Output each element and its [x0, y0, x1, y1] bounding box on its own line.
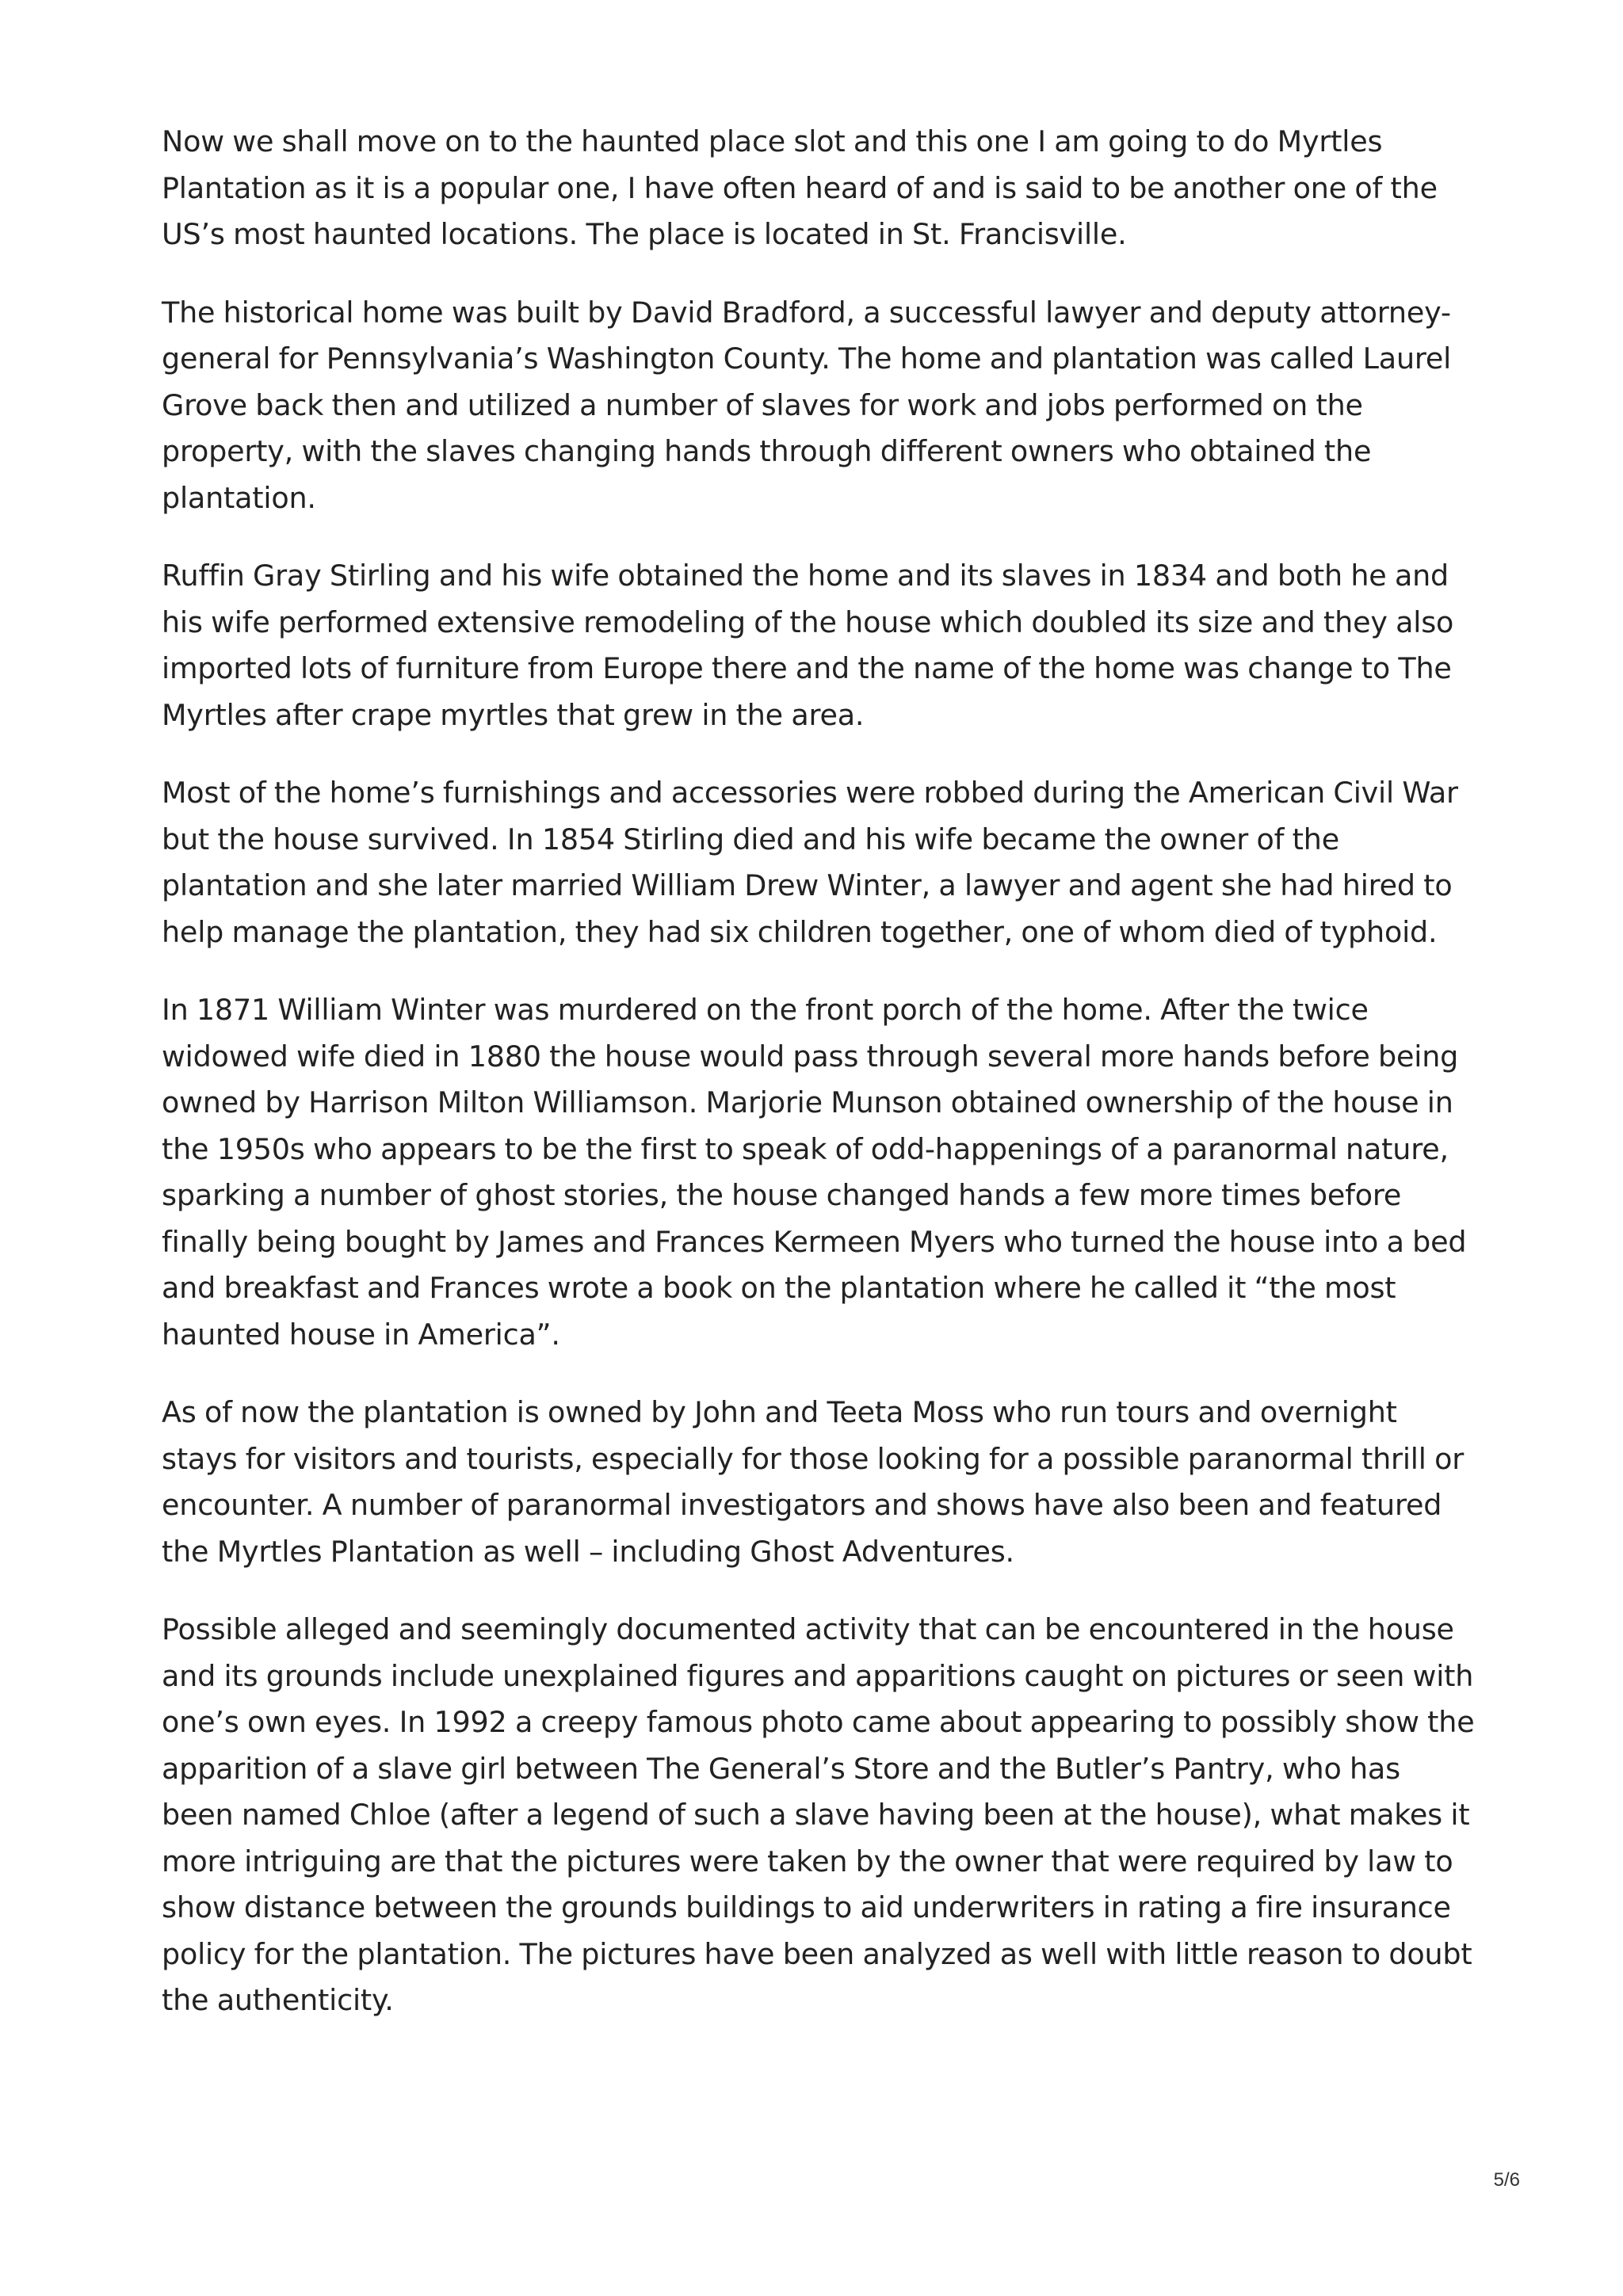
paragraph-current-owners: As of now the plantation is owned by John and Teeta Moss who run tours and overnight stays for visitors and tourists, especially for those looking for a possible paranormal thrill or encounter. A number of paranormal investigators and shows have also been and featured the Myrtles Plantation as well – including Ghost Adventures.	[162, 1395, 1465, 1569]
paragraph-history: The historical home was built by David Bradford, a successful lawyer and deputy attorney-general for Pennsylvania’s Washington County. The home and plantation was called Laurel Grove back then and utilized a number of slaves for work and jobs performed on the property, with the slaves changing hands through different owners who obtained the plantation.	[162, 295, 1452, 515]
paragraph-intro: Now we shall move on to the haunted place slot and this one I am going to do Myrtles Plantation as it is a popular one, I have often heard of and is said to be another one of the US’s most haunted locations. The place is located in St. Francisville.	[162, 124, 1438, 251]
article-body	[162, 119, 1477, 2056]
paragraph-ownership: In 1871 William Winter was murdered on the front porch of the home. After the twice widowed wife died in 1880 the house would pass through several more hands before being owned by Harrison Milton Williamson. Marjorie Munson obtained ownership of the house in the 1950s who appears to be the first to speak of odd-happenings of a paranormal nature, sparking a number of ghost stories, the house changed hands a few more times before finally being bought by James and Frances Kermeen Myers who turned the house into a bed and breakfast and Frances wrote a book on the plantation where he called it “the most haunted house in America”.	[162, 993, 1467, 1352]
paragraph-activity: Possible alleged and seemingly documented activity that can be encountered in the house and its grounds include unexplained figures and apparitions caught on pictures or seen with one’s own eyes. In 1992 a creepy famous photo came about appearing to possibly show the apparition of a slave girl between The General’s Store and the Butler’s Pantry, who has been named Chloe (after a legend of such a slave having been at the house), what makes it more intriguing are that the pictures were taken by the owner that were required by law to show distance between the grounds buildings to aid underwriters in rating a fire insurance policy for the plantation. The pictures have been analyzed as well with little reason to doubt the authenticity.	[162, 1612, 1475, 2017]
page-number: 5/6	[1493, 2169, 1520, 2191]
paragraph-stirling: Ruffin Gray Stirling and his wife obtained the home and its slaves in 1834 and both he and his wife performed extensive remodeling of the house which doubled its size and they also imported lots of furniture from Europe there and the name of the home was change to The Myrtles after crape myrtles that grew in the area.	[162, 559, 1454, 732]
paragraph-civil-war: Most of the home’s furnishings and accessories were robbed during the American Civil War but the house survived. In 1854 Stirling died and his wife became the owner of the plantation and she later married William Drew Winter, a lawyer and agent she had hired to help manage the plantation, they had six children together, one of whom died of typhoid.	[162, 776, 1458, 949]
